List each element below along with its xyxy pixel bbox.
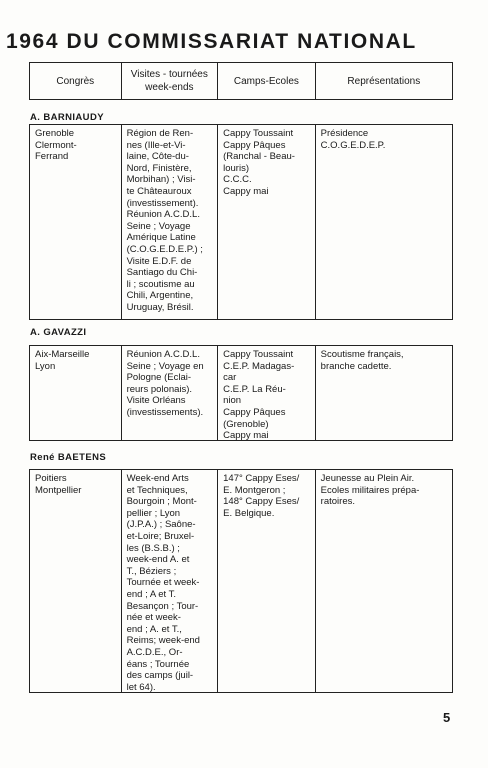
table-row <box>29 469 453 693</box>
cell-visites: Week-end Arts et Techniques, Bourgoin ; Mont- pellier ; Lyon (J.P.A.) ; Saône- et-Loire; Bruxel- les (B.S.B.) ; week-end A. et T., Béziers ; Tournée et week- end ; A et T. Besançon ; Tour- née et week- end ; A. et T., Reims; week-end A.C.D.E., Or- éans ; Tournée des camps (juil- let 64). <box>122 470 219 692</box>
section-name: A. BARNIAUDY <box>30 112 104 123</box>
cell-camps: Cappy Toussaint Cappy Pâques (Ranchal - Beau- louris) C.C.C. Cappy mai <box>218 125 316 319</box>
cell-visites: Région de Ren- nes (Ille-et-Vi- laine, Côte-du- Nord, Finistère, Morbihan) ; Visi- te Châteauroux (investissement). Réunion A.C.D.L. Seine ; Voyage Amérique Latine (C.O.G.E.D.E.P.) ; Visite E.D.F. de Santiago du Chi- li ; scoutisme au Chili, Argentine, Uruguay, Brésil. <box>122 125 219 319</box>
table-row <box>29 124 453 320</box>
cell-representations: Présidence C.O.G.E.D.E.P. <box>320 128 386 151</box>
cell-camps: 147° Cappy Eses/ E. Montgeron ; 148° Cappy Eses/ E. Belgique. <box>218 470 316 692</box>
cell-congres: Poitiers Montpellier <box>30 470 122 692</box>
header-visites: Visites - tournées week-ends <box>122 63 219 99</box>
table-header <box>29 62 453 100</box>
cell-representations: Jeunesse au Plein Air. Ecoles militaires prépa- ratoires. <box>320 473 420 508</box>
header-camps-ecoles: Camps-Ecoles <box>218 63 316 99</box>
cell-visites: Réunion A.C.D.L. Seine ; Voyage en Pologne (Eclai- reurs polonais). Visite Orléans (investissements). <box>122 346 219 440</box>
page-number: 5 <box>443 710 451 725</box>
header-representations: Représentations <box>347 75 421 87</box>
section-name: René BAETENS <box>30 452 107 463</box>
cell-congres: Aix-Marseille Lyon <box>30 346 122 440</box>
cell-congres: Grenoble Clermont- Ferrand <box>30 125 122 319</box>
page-title: 1964 DU COMMISSARIAT NATIONAL <box>6 30 417 53</box>
section-name: A. GAVAZZI <box>30 327 87 338</box>
header-congres: Congrès <box>30 63 122 99</box>
cell-representations: Scoutisme français, branche cadette. <box>320 349 404 372</box>
table-row <box>29 345 453 441</box>
cell-camps: Cappy Toussaint C.E.P. Madagas- car C.E.P. La Réu- nion Cappy Pâques (Grenoble) Cappy mai <box>218 346 316 440</box>
